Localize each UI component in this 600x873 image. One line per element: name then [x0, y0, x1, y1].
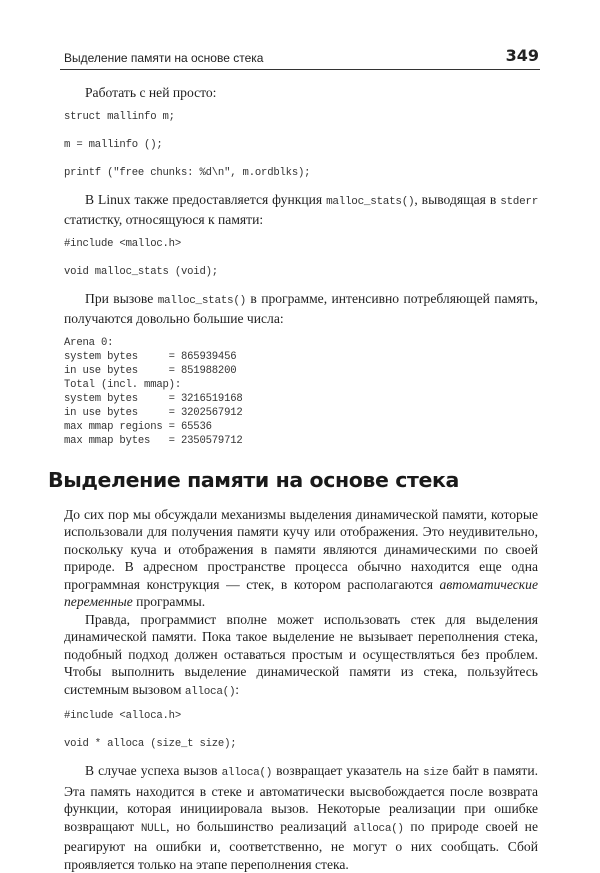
inline-code: size: [423, 767, 449, 779]
code-line: void * alloca (size_t size);: [64, 738, 237, 750]
inline-code: alloca(): [353, 822, 404, 835]
page-content: [48, 84, 539, 873]
running-header: Выделение памяти на основе стека: [64, 51, 264, 65]
section-heading: Выделение памяти на основе стека: [48, 467, 459, 492]
page-number: 349: [505, 46, 539, 65]
paragraph-intro: Работать с ней просто:: [85, 85, 217, 100]
inline-code: stderr: [500, 195, 539, 208]
stats-line: in use bytes = 851988200: [64, 364, 237, 377]
stats-line: Arena 0:: [64, 336, 114, 349]
paragraph-stack-intro: До сих пор мы обсуждали механизмы выделения динамической памяти, которые использовали для получения памяти кучу или отображения. Это неудивительно, поскольку куча и отображения в памяти являются динамическими по своей природе. В адресном пространстве процесса обычно находится еще одна программная конструкция — стек, в котором располагаются автоматические переменные программы.: [64, 506, 538, 609]
inline-code: malloc_stats(): [157, 294, 246, 307]
code-line: void malloc_stats (void);: [64, 265, 218, 278]
code-line: m = mallinfo ();: [64, 138, 163, 151]
code-block-mallinfo: [64, 110, 538, 180]
stats-line: max mmap regions = 65536: [64, 420, 212, 433]
inline-code: malloc_stats(): [326, 195, 415, 208]
inline-code: NULL: [140, 822, 167, 835]
stats-line: system bytes = 3216519168: [64, 392, 243, 405]
stats-output: [64, 336, 538, 448]
paragraph-malloc-stats: В Linux также предоставляется функция malloc_stats(), выводящая в stderr статистку, относящуюся к памяти:: [64, 191, 539, 227]
code-block-malloc-h: [64, 237, 538, 279]
emphasis: автоматические переменные: [64, 576, 538, 609]
paragraph-alloca-intro: Правда, программист вполне может использовать стек для выделения динамической памяти. Пока такое выделение не вызывает переполнения стека, подобный подход должен оставаться простым и осуществляться без проблем. Чтобы выполнить выделение динамической памяти из стека, пользуйтесь системным вызовом alloca():: [64, 611, 538, 698]
stats-line: in use bytes = 3202567912: [64, 406, 243, 419]
code-line: struct mallinfo m;: [64, 110, 175, 123]
code-line: printf ("free chunks: %d\n", m.ordblks);: [64, 166, 311, 179]
paragraph-stats-intro: При вызове malloc_stats() в программе, интенсивно потребляющей память, получаются довольно большие числа:: [64, 290, 539, 326]
header-rule: [60, 69, 540, 70]
code-line: #include <alloca.h>: [64, 710, 181, 722]
paragraph-alloca-return: В случае успеха вызов alloca() возвращает указатель на size байт в памяти. Эта память находится в стеке и автоматически высвобождается после возврата функции, которая инициировала вызов. Некоторые реализации при ошибке возвращают NULL, но большинство реализаций alloca() по природе своей не реагируют на ошибки и, соответственно, не могут о них сообщать. Сбой проявляется только на этапе переполнения стека.: [64, 763, 538, 872]
inline-code: alloca(): [184, 685, 236, 698]
stats-line: max mmap bytes = 2350579712: [64, 434, 243, 447]
stats-line: Total (incl. mmap):: [64, 378, 181, 391]
code-block-alloca: [64, 709, 538, 751]
inline-code: alloca(): [221, 767, 273, 779]
code-line: #include <malloc.h>: [64, 237, 181, 250]
stats-line: system bytes = 865939456: [64, 350, 237, 363]
